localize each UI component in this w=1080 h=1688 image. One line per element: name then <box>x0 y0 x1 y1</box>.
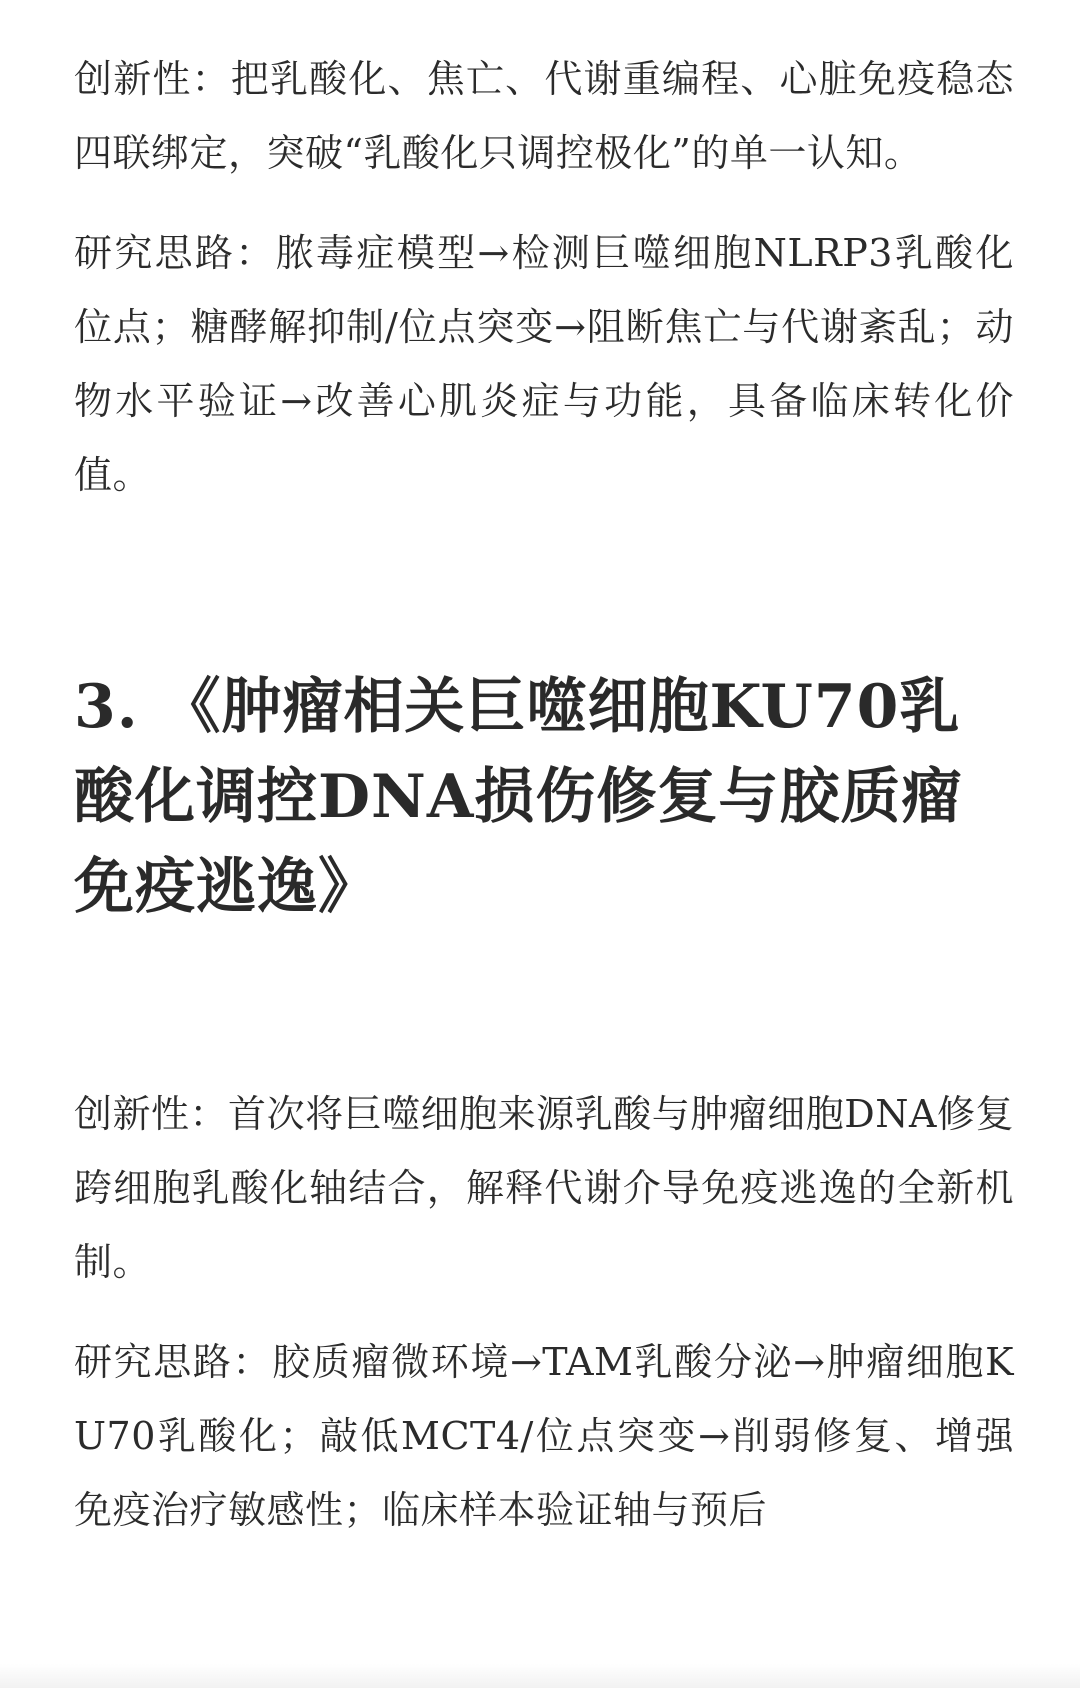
section-spacer <box>74 932 1014 1077</box>
bottom-edge-shade <box>0 1664 1080 1688</box>
innovation-paragraph-1: 创新性：把乳酸化、焦亡、代谢重编程、心脏免疫稳态四联绑定，突破“乳酸化只调控极化”的单一认知。 <box>74 57 1014 175</box>
article-body <box>74 42 1014 1547</box>
section-spacer <box>74 512 1014 662</box>
research-approach-paragraph-1: 研究思路：脓毒症模型→检测巨噬细胞NLRP3乳酸化位点；糖酵解抑制/位点突变→阻断焦亡与代谢紊乱；动物水平验证→改善心肌炎症与功能，具备临床转化价值。 <box>74 231 1014 497</box>
innovation-paragraph-2: 创新性：首次将巨噬细胞来源乳酸与肿瘤细胞DNA修复跨细胞乳酸化轴结合，解释代谢介导免疫逃逸的全新机制。 <box>74 1092 1014 1284</box>
section-heading-3: 3. 《肿瘤相关巨噬细胞KU70乳酸化调控DNA损伤修复与胶质瘤免疫逃逸》 <box>74 672 963 922</box>
research-approach-paragraph-2: 研究思路：胶质瘤微环境→TAM乳酸分泌→肿瘤细胞KU70乳酸化；敲低MCT4/位点突变→削弱修复、增强免疫治疗敏感性；临床样本验证轴与预后 <box>74 1340 1014 1532</box>
